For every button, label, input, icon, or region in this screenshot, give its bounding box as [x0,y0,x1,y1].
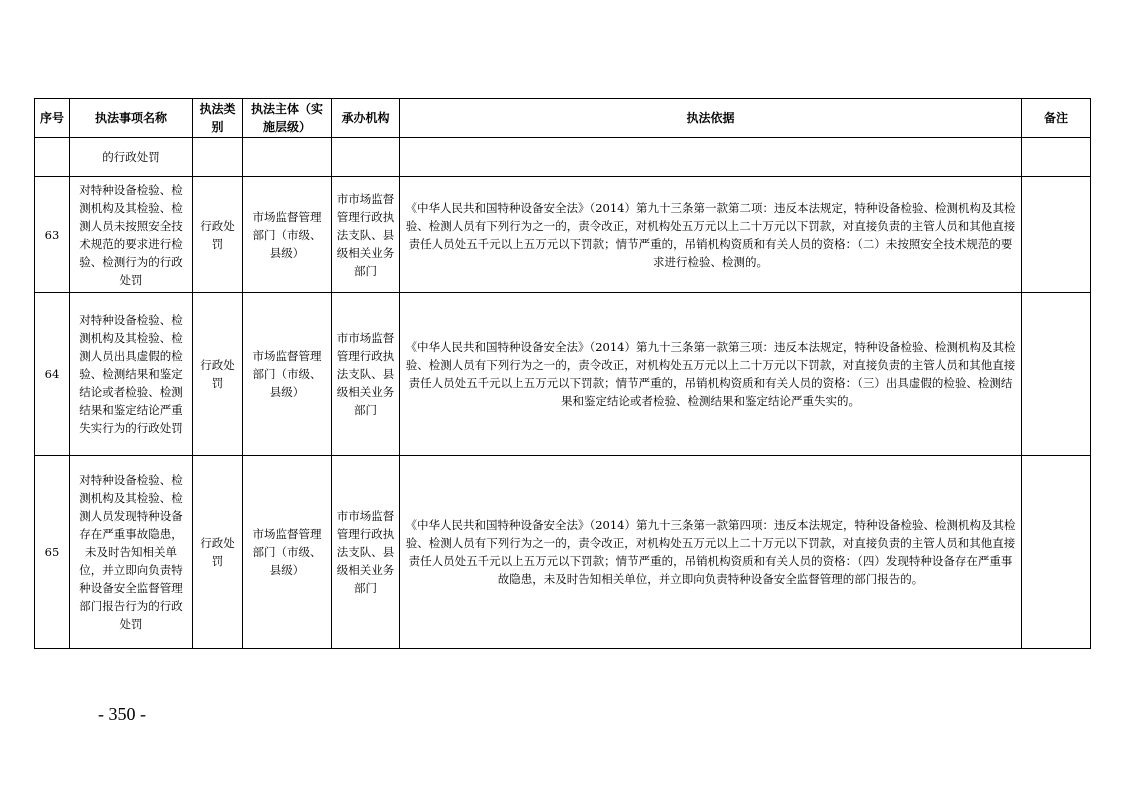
cell-subject [243,138,332,177]
cell-remark [1022,293,1091,456]
cell-subject: 市场监督管理部门（市级、县级） [243,177,332,293]
header-basis: 执法依据 [400,99,1022,138]
cell-seq: 64 [35,293,70,456]
table-row [35,456,1091,649]
cell-remark [1022,138,1091,177]
header-type: 执法类别 [193,99,243,138]
cell-remark [1022,456,1091,649]
cell-type: 行政处罚 [193,456,243,649]
header-org: 承办机构 [332,99,400,138]
table-row [35,177,1091,293]
cell-org: 市市场监督管理行政执法支队、县级相关业务部门 [332,177,400,293]
page-number: - 350 - [98,704,146,724]
cell-seq: 65 [35,456,70,649]
enforcement-table [34,98,1091,649]
header-remark: 备注 [1022,99,1091,138]
cell-name: 的行政处罚 [70,138,193,177]
table-header-row [35,99,1091,138]
header-subject: 执法主体（实施层级） [243,99,332,138]
cell-seq: 63 [35,177,70,293]
header-seq: 序号 [35,99,70,138]
cell-basis: 《中华人民共和国特种设备安全法》（2014）第九十三条第一款第二项：违反本法规定，特种设备检验、检测机构及其检验、检测人员有下列行为之一的，责令改正，对机构处五万元以上二十万元以下罚款，对直接负责的主管人员和其他直接责任人员处五千元以上五万元以下罚款；情节严重的，吊销机构资质和有关人员的资格：（二）未按照安全技术规范的要求进行检验、检测的。 [400,177,1022,293]
table-row [35,293,1091,456]
cell-name: 对特种设备检验、检测机构及其检验、检测人员出具虚假的检验、检测结果和鉴定结论或者检验、检测结果和鉴定结论严重失实行为的行政处罚 [70,293,193,456]
cell-org [332,138,400,177]
cell-org: 市市场监督管理行政执法支队、县级相关业务部门 [332,293,400,456]
cell-basis: 《中华人民共和国特种设备安全法》（2014）第九十三条第一款第三项：违反本法规定，特种设备检验、检测机构及其检验、检测人员有下列行为之一的，责令改正，对机构处五万元以上二十万元以下罚款，对直接负责的主管人员和其他直接责任人员处五千元以上五万元以下罚款；情节严重的，吊销机构资质和有关人员的资格：（三）出具虚假的检验、检测结果和鉴定结论或者检验、检测结果和鉴定结论严重失实的。 [400,293,1022,456]
cell-subject: 市场监督管理部门（市级、县级） [243,456,332,649]
cell-basis: 《中华人民共和国特种设备安全法》（2014）第九十三条第一款第四项：违反本法规定，特种设备检验、检测机构及其检验、检测人员有下列行为之一的，责令改正，对机构处五万元以上二十万元以下罚款，对直接负责的主管人员和其他直接责任人员处五千元以上五万元以下罚款；情节严重的，吊销机构资质和有关人员的资格：（四）发现特种设备存在严重事故隐患，未及时告知相关单位，并立即向负责特种设备安全监督管理的部门报告的。 [400,456,1022,649]
cell-name: 对特种设备检验、检测机构及其检验、检测人员未按照安全技术规范的要求进行检验、检测行为的行政处罚 [70,177,193,293]
cell-basis [400,138,1022,177]
cell-type: 行政处罚 [193,293,243,456]
cell-type [193,138,243,177]
cell-subject: 市场监督管理部门（市级、县级） [243,293,332,456]
cell-type: 行政处罚 [193,177,243,293]
table-row-continuation [35,138,1091,177]
cell-org: 市市场监督管理行政执法支队、县级相关业务部门 [332,456,400,649]
cell-remark [1022,177,1091,293]
header-name: 执法事项名称 [70,99,193,138]
cell-name: 对特种设备检验、检测机构及其检验、检测人员发现特种设备存在严重事故隐患，未及时告知相关单位，并立即向负责特种设备安全监督管理部门报告行为的行政处罚 [70,456,193,649]
cell-seq [35,138,70,177]
